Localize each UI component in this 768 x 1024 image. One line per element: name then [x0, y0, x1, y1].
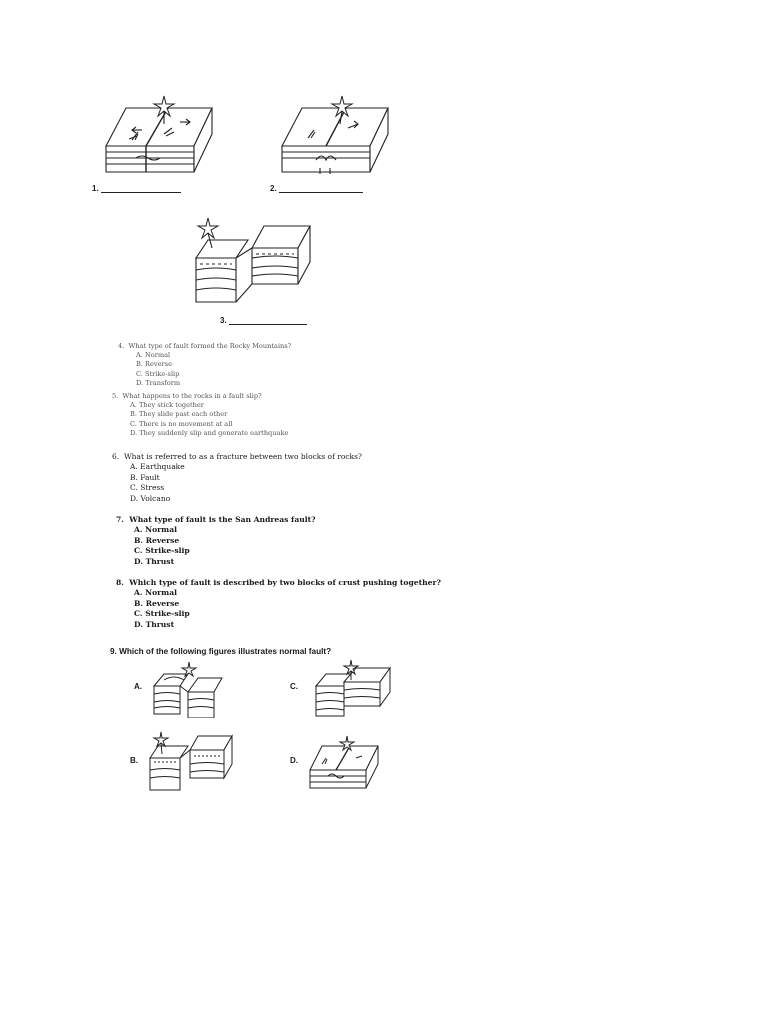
option-a-label[interactable]: A. — [134, 682, 142, 691]
question-4-option-a[interactable]: A. Normal — [136, 351, 171, 360]
question-4-option-d[interactable]: D. Transform — [136, 378, 181, 387]
option-c-figure[interactable] — [310, 660, 396, 720]
question-4-option-c[interactable]: C. Strike-slip — [136, 369, 180, 378]
question-6-option-b[interactable]: B. Fault — [130, 472, 160, 482]
question-8-option-d[interactable]: D. Thrust — [134, 619, 175, 629]
question-7: 7. What type of fault is the San Andreas fault? A. Normal B. Reverse C. Strike-slip D. Thrust — [116, 515, 316, 566]
option-c-label[interactable]: C. — [290, 682, 298, 691]
option-d-label[interactable]: D. — [290, 756, 298, 765]
figure-1-label: 1. — [92, 184, 99, 193]
figure-2-answer-blank[interactable] — [279, 192, 363, 193]
question-6-option-a[interactable]: A. Earthquake — [130, 462, 185, 472]
question-4-option-b[interactable]: B. Reverse — [136, 360, 172, 369]
question-5-option-b[interactable]: B. They slide past each other — [130, 410, 228, 419]
question-8-option-b[interactable]: B. Reverse — [134, 598, 180, 608]
question-6-option-c[interactable]: C. Stress — [130, 483, 165, 493]
question-9-text: 9. Which of the following figures illustrates normal fault? — [110, 647, 332, 656]
question-7-option-b[interactable]: B. Reverse — [134, 535, 180, 545]
figure-1-transform-fault-block — [92, 94, 220, 193]
question-8-option-a[interactable]: A. Normal — [134, 588, 178, 598]
option-a-figure[interactable] — [150, 662, 226, 718]
figure-1-answer-blank[interactable] — [101, 192, 181, 193]
question-6: 6. What is referred to as a fracture between two blocks of rocks? A. Earthquake B. Fault C. Stress D. Volcano — [112, 452, 362, 503]
question-7-option-c[interactable]: C. Strike-slip — [134, 546, 190, 556]
question-7-option-d[interactable]: D. Thrust — [134, 556, 175, 566]
figure-3-label: 3. — [220, 316, 227, 325]
question-4: 4. What type of fault formed the Rocky Mountains? A. Normal B. Reverse C. Strike-slip D. Transform — [118, 342, 292, 387]
question-7-text: What type of fault is the San Andreas fault? — [129, 515, 316, 524]
option-b-figure[interactable] — [146, 728, 236, 792]
question-5: 5. What happens to the rocks in a fault slip? A. They stick together B. They slide past each other C. There is no movement at all D. They suddenly slip and generate earthquake — [112, 392, 289, 437]
option-d-figure[interactable] — [306, 730, 382, 794]
question-8-option-c[interactable]: C. Strike-slip — [134, 609, 190, 619]
figure-2-divergent-fault-block — [270, 94, 396, 193]
option-b-label[interactable]: B. — [130, 756, 138, 765]
question-4-text: What type of fault formed the Rocky Mountains? — [128, 342, 292, 350]
question-8-text: Which type of fault is described by two blocks of crust pushing together? — [129, 578, 441, 587]
question-6-text: What is referred to as a fracture between two blocks of rocks? — [123, 452, 362, 461]
worksheet-scan — [88, 88, 460, 800]
question-5-option-a[interactable]: A. They stick together — [130, 401, 204, 410]
question-5-option-d[interactable]: D. They suddenly slip and generate earthquake — [130, 428, 289, 437]
question-8: 8. Which type of fault is described by two blocks of crust pushing together? A. Normal B. Reverse C. Strike-slip D. Thrust — [116, 578, 441, 629]
question-6-option-d[interactable]: D. Volcano — [130, 493, 171, 503]
question-7-option-a[interactable]: A. Normal — [134, 525, 178, 535]
figure-3-reverse-fault-block — [192, 218, 314, 325]
question-5-text: What happens to the rocks in a fault slip? — [122, 392, 262, 400]
figure-2-label: 2. — [270, 184, 277, 193]
question-5-option-c[interactable]: C. There is no movement at all — [130, 419, 233, 428]
figure-3-answer-blank[interactable] — [229, 324, 307, 325]
